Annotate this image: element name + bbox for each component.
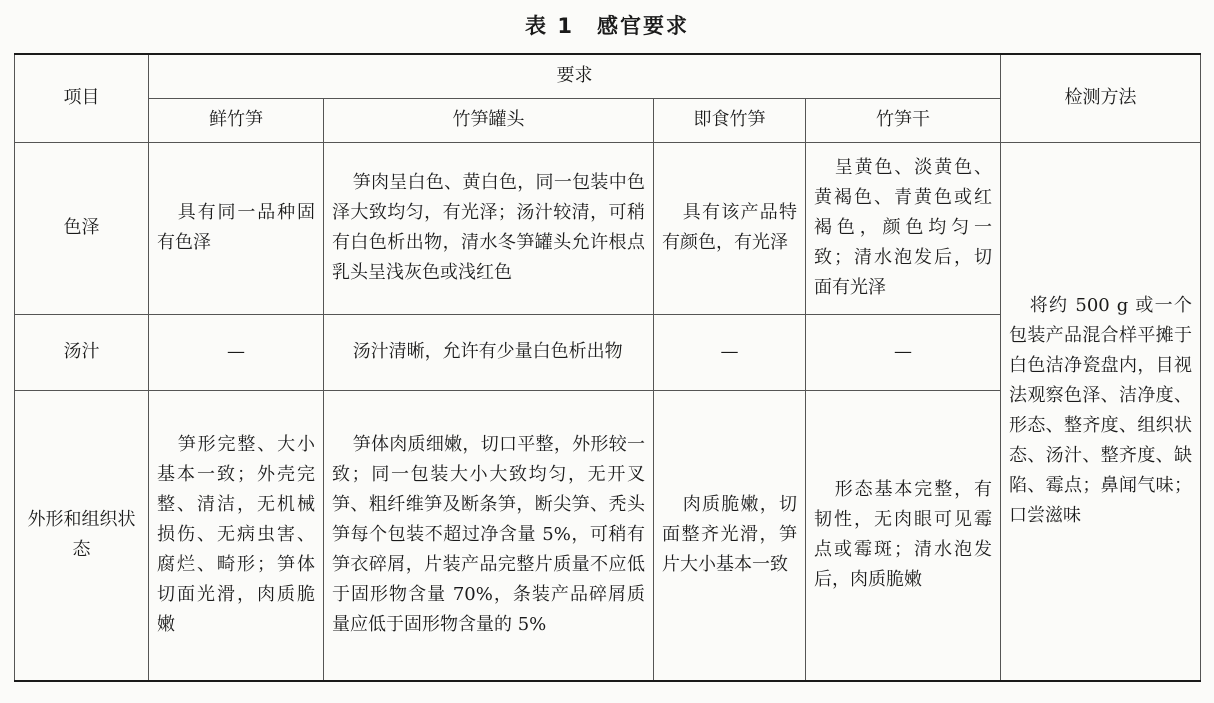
header-item: 项目: [15, 54, 149, 142]
table-row: [15, 142, 1201, 314]
header-fresh-bamboo-shoot: 鲜竹笋: [149, 98, 324, 142]
row-name-soup: 汤汁: [15, 314, 149, 390]
header-canned-bamboo-shoot: 竹笋罐头: [324, 98, 654, 142]
row-name-shape-texture: 外形和组织状态: [15, 390, 149, 681]
row-name-color: 色泽: [15, 142, 149, 314]
cell-color-instant: 具有该产品特有颜色，有光泽: [654, 142, 806, 314]
header-row-1: [15, 54, 1201, 98]
header-instant-bamboo-shoot: 即食竹笋: [654, 98, 806, 142]
cell-soup-canned: 汤汁清晰，允许有少量白色析出物: [324, 314, 654, 390]
sensory-requirements-table: [14, 53, 1201, 682]
cell-shape-fresh: 笋形完整、大小基本一致；外壳完整、清洁，无机械损伤、无病虫害、腐烂、畸形；笋体切面光滑，肉质脆嫩: [149, 390, 324, 681]
header-dried-bamboo-shoot: 竹笋干: [806, 98, 1001, 142]
cell-color-dried: 呈黄色、淡黄色、黄褐色、青黄色或红褐色，颜色均匀一致；清水泡发后，切面有光泽: [806, 142, 1001, 314]
detection-method-text: 将约 500 g 或一个包装产品混合样平摊于白色洁净瓷盘内，目视法观察色泽、洁净度、形态、整齐度、组织状态、汤汁、整齐度、缺陷、霉点；鼻闻气味；口尝滋味: [1001, 142, 1201, 681]
cell-soup-fresh: —: [149, 314, 324, 390]
cell-shape-instant: 肉质脆嫩，切面整齐光滑，笋片大小基本一致: [654, 390, 806, 681]
cell-soup-instant: —: [654, 314, 806, 390]
table-title: 表 1 感官要求: [525, 14, 689, 38]
header-requirement: 要求: [149, 54, 1001, 98]
cell-shape-dried: 形态基本完整，有韧性，无肉眼可见霉点或霉斑；清水泡发后，肉质脆嫩: [806, 390, 1001, 681]
header-method: 检测方法: [1001, 54, 1201, 142]
cell-soup-dried: —: [806, 314, 1001, 390]
cell-shape-canned: 笋体肉质细嫩，切口平整，外形较一致；同一包装大小大致均匀，无开叉笋、粗纤维笋及断条笋，断尖笋、秃头笋每个包装不超过净含量 5%，可稍有笋衣碎屑，片装产品完整片质量不应低于固形物含量 70%，条装产品碎屑质量应低于固形物含量的 5%: [324, 390, 654, 681]
cell-color-canned: 笋肉呈白色、黄白色，同一包装中色泽大致均匀，有光泽；汤汁较清，可稍有白色析出物，清水冬笋罐头允许根点乳头呈浅灰色或浅红色: [324, 142, 654, 314]
cell-color-fresh: 具有同一品种固有色泽: [149, 142, 324, 314]
